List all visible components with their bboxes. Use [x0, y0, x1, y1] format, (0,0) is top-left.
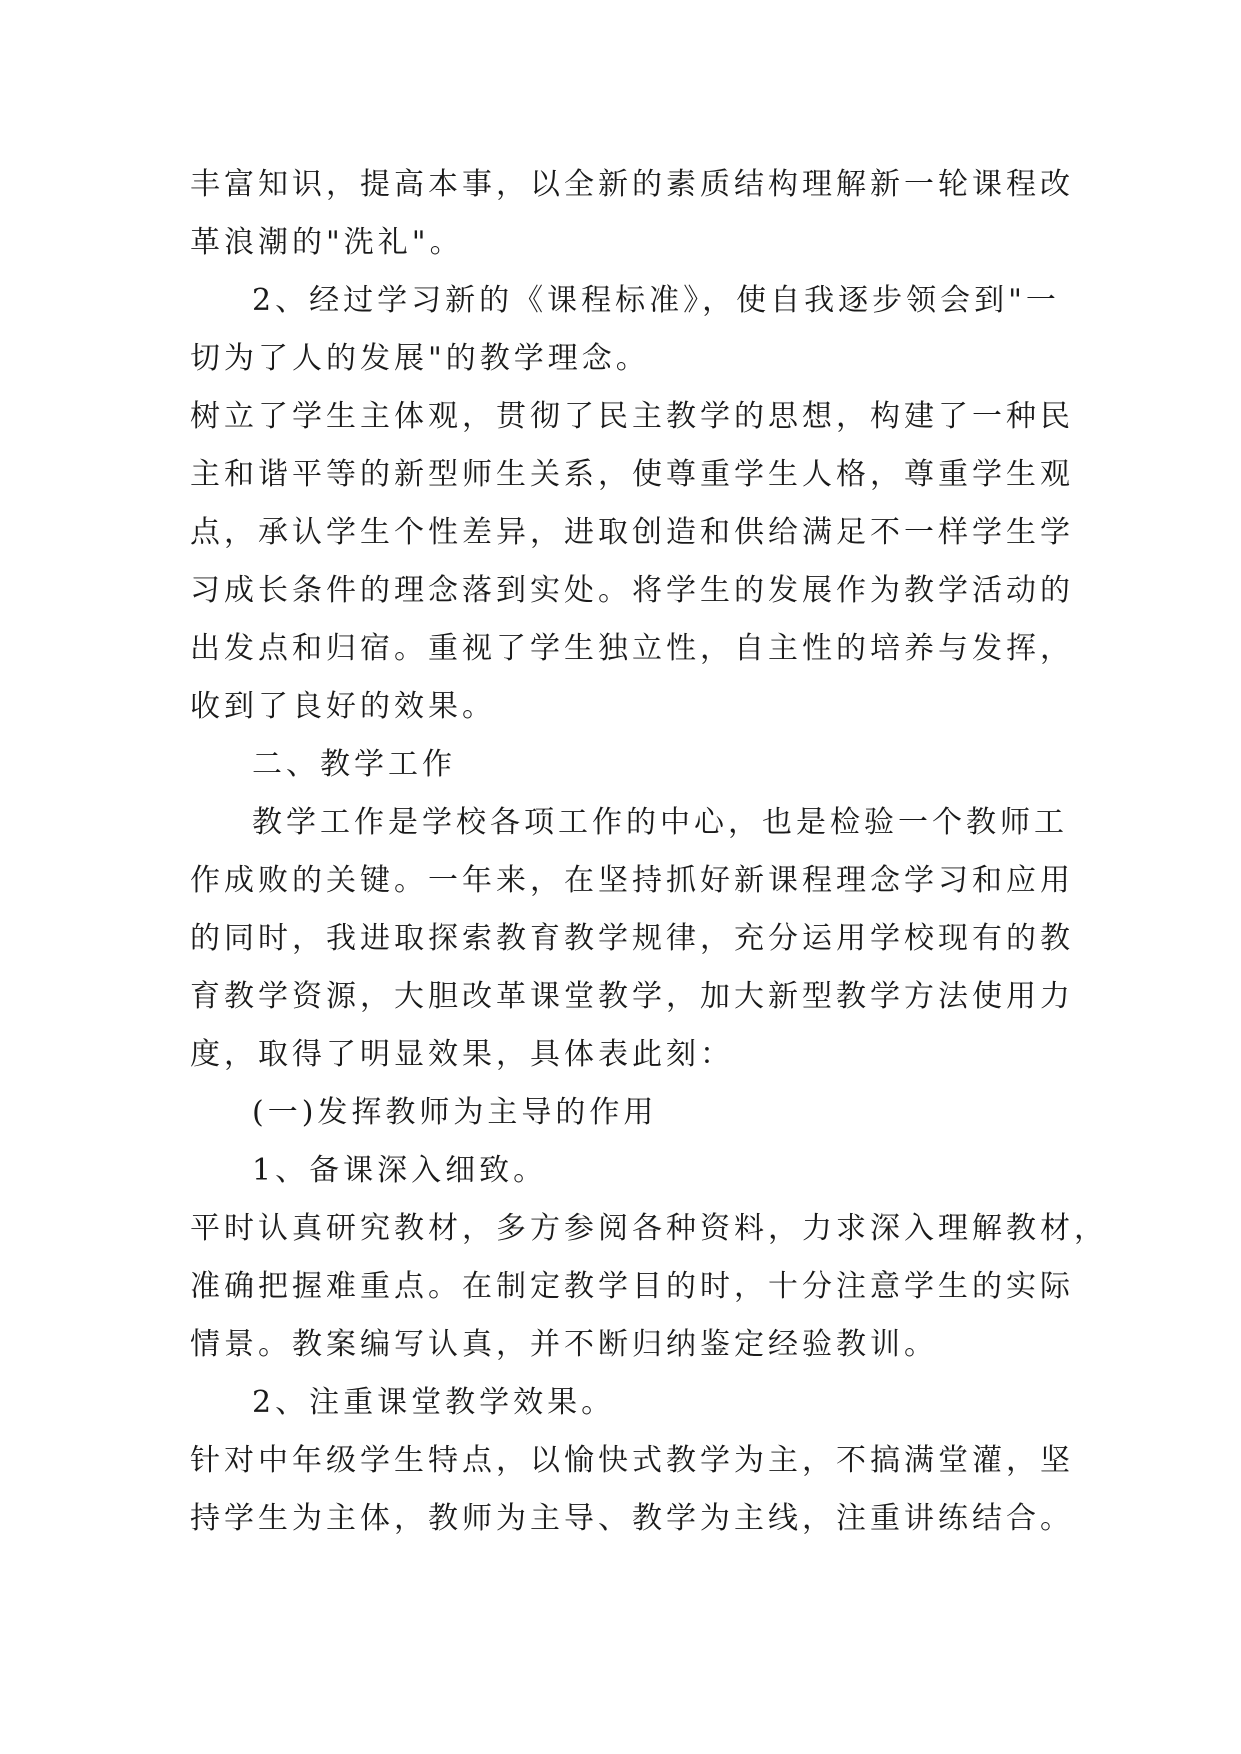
text-line: 习成长条件的理念落到实处。将学生的发展作为教学活动的 [190, 573, 1074, 608]
text-line: 教学工作是学校各项工作的中心，也是检验一个教师工 [252, 805, 1068, 840]
text-line: 树立了学生主体观，贯彻了民主教学的思想，构建了一种民 [190, 399, 1074, 434]
text-line: 革浪潮的"洗礼"。 [190, 225, 464, 260]
text-line: 二、教学工作 [252, 747, 456, 782]
text-line: 2、经过学习新的《课程标准》，使自我逐步领会到"一 [252, 283, 1060, 318]
text-line: 2、注重课堂教学效果。 [252, 1385, 616, 1420]
text-line: 持学生为主体，教师为主导、教学为主线，注重讲练结合。 [190, 1501, 1074, 1536]
text-line: (一)发挥教师为主导的作用 [252, 1095, 658, 1130]
text-line: 作成败的关键。一年来，在坚持抓好新课程理念学习和应用 [190, 863, 1074, 898]
text-line: 的同时，我进取探索教育教学规律，充分运用学校现有的教 [190, 921, 1074, 956]
document-body [190, 156, 1108, 1548]
text-line: 平时认真研究教材，多方参阅各种资料，力求深入理解教材， [190, 1211, 1108, 1246]
text-line: 准确把握难重点。在制定教学目的时，十分注意学生的实际 [190, 1269, 1074, 1304]
text-line: 出发点和归宿。重视了学生独立性，自主性的培养与发挥， [190, 631, 1074, 666]
text-line: 点，承认学生个性差异，进取创造和供给满足不一样学生学 [190, 515, 1074, 550]
text-line: 主和谐平等的新型师生关系，使尊重学生人格，尊重学生观 [190, 457, 1074, 492]
text-line: 切为了人的发展"的教学理念。 [190, 341, 650, 376]
text-line: 针对中年级学生特点，以愉快式教学为主，不搞满堂灌，坚 [190, 1443, 1074, 1478]
text-line: 情景。教案编写认真，并不断归纳鉴定经验教训。 [190, 1327, 938, 1362]
text-line: 度，取得了明显效果，具体表此刻： [190, 1037, 734, 1072]
text-line: 丰富知识，提高本事，以全新的素质结构理解新一轮课程改 [190, 167, 1074, 202]
text-line: 1、备课深入细致。 [252, 1153, 548, 1188]
text-line: 育教学资源，大胆改革课堂教学，加大新型教学方法使用力 [190, 979, 1074, 1014]
text-line: 收到了良好的效果。 [190, 689, 496, 724]
